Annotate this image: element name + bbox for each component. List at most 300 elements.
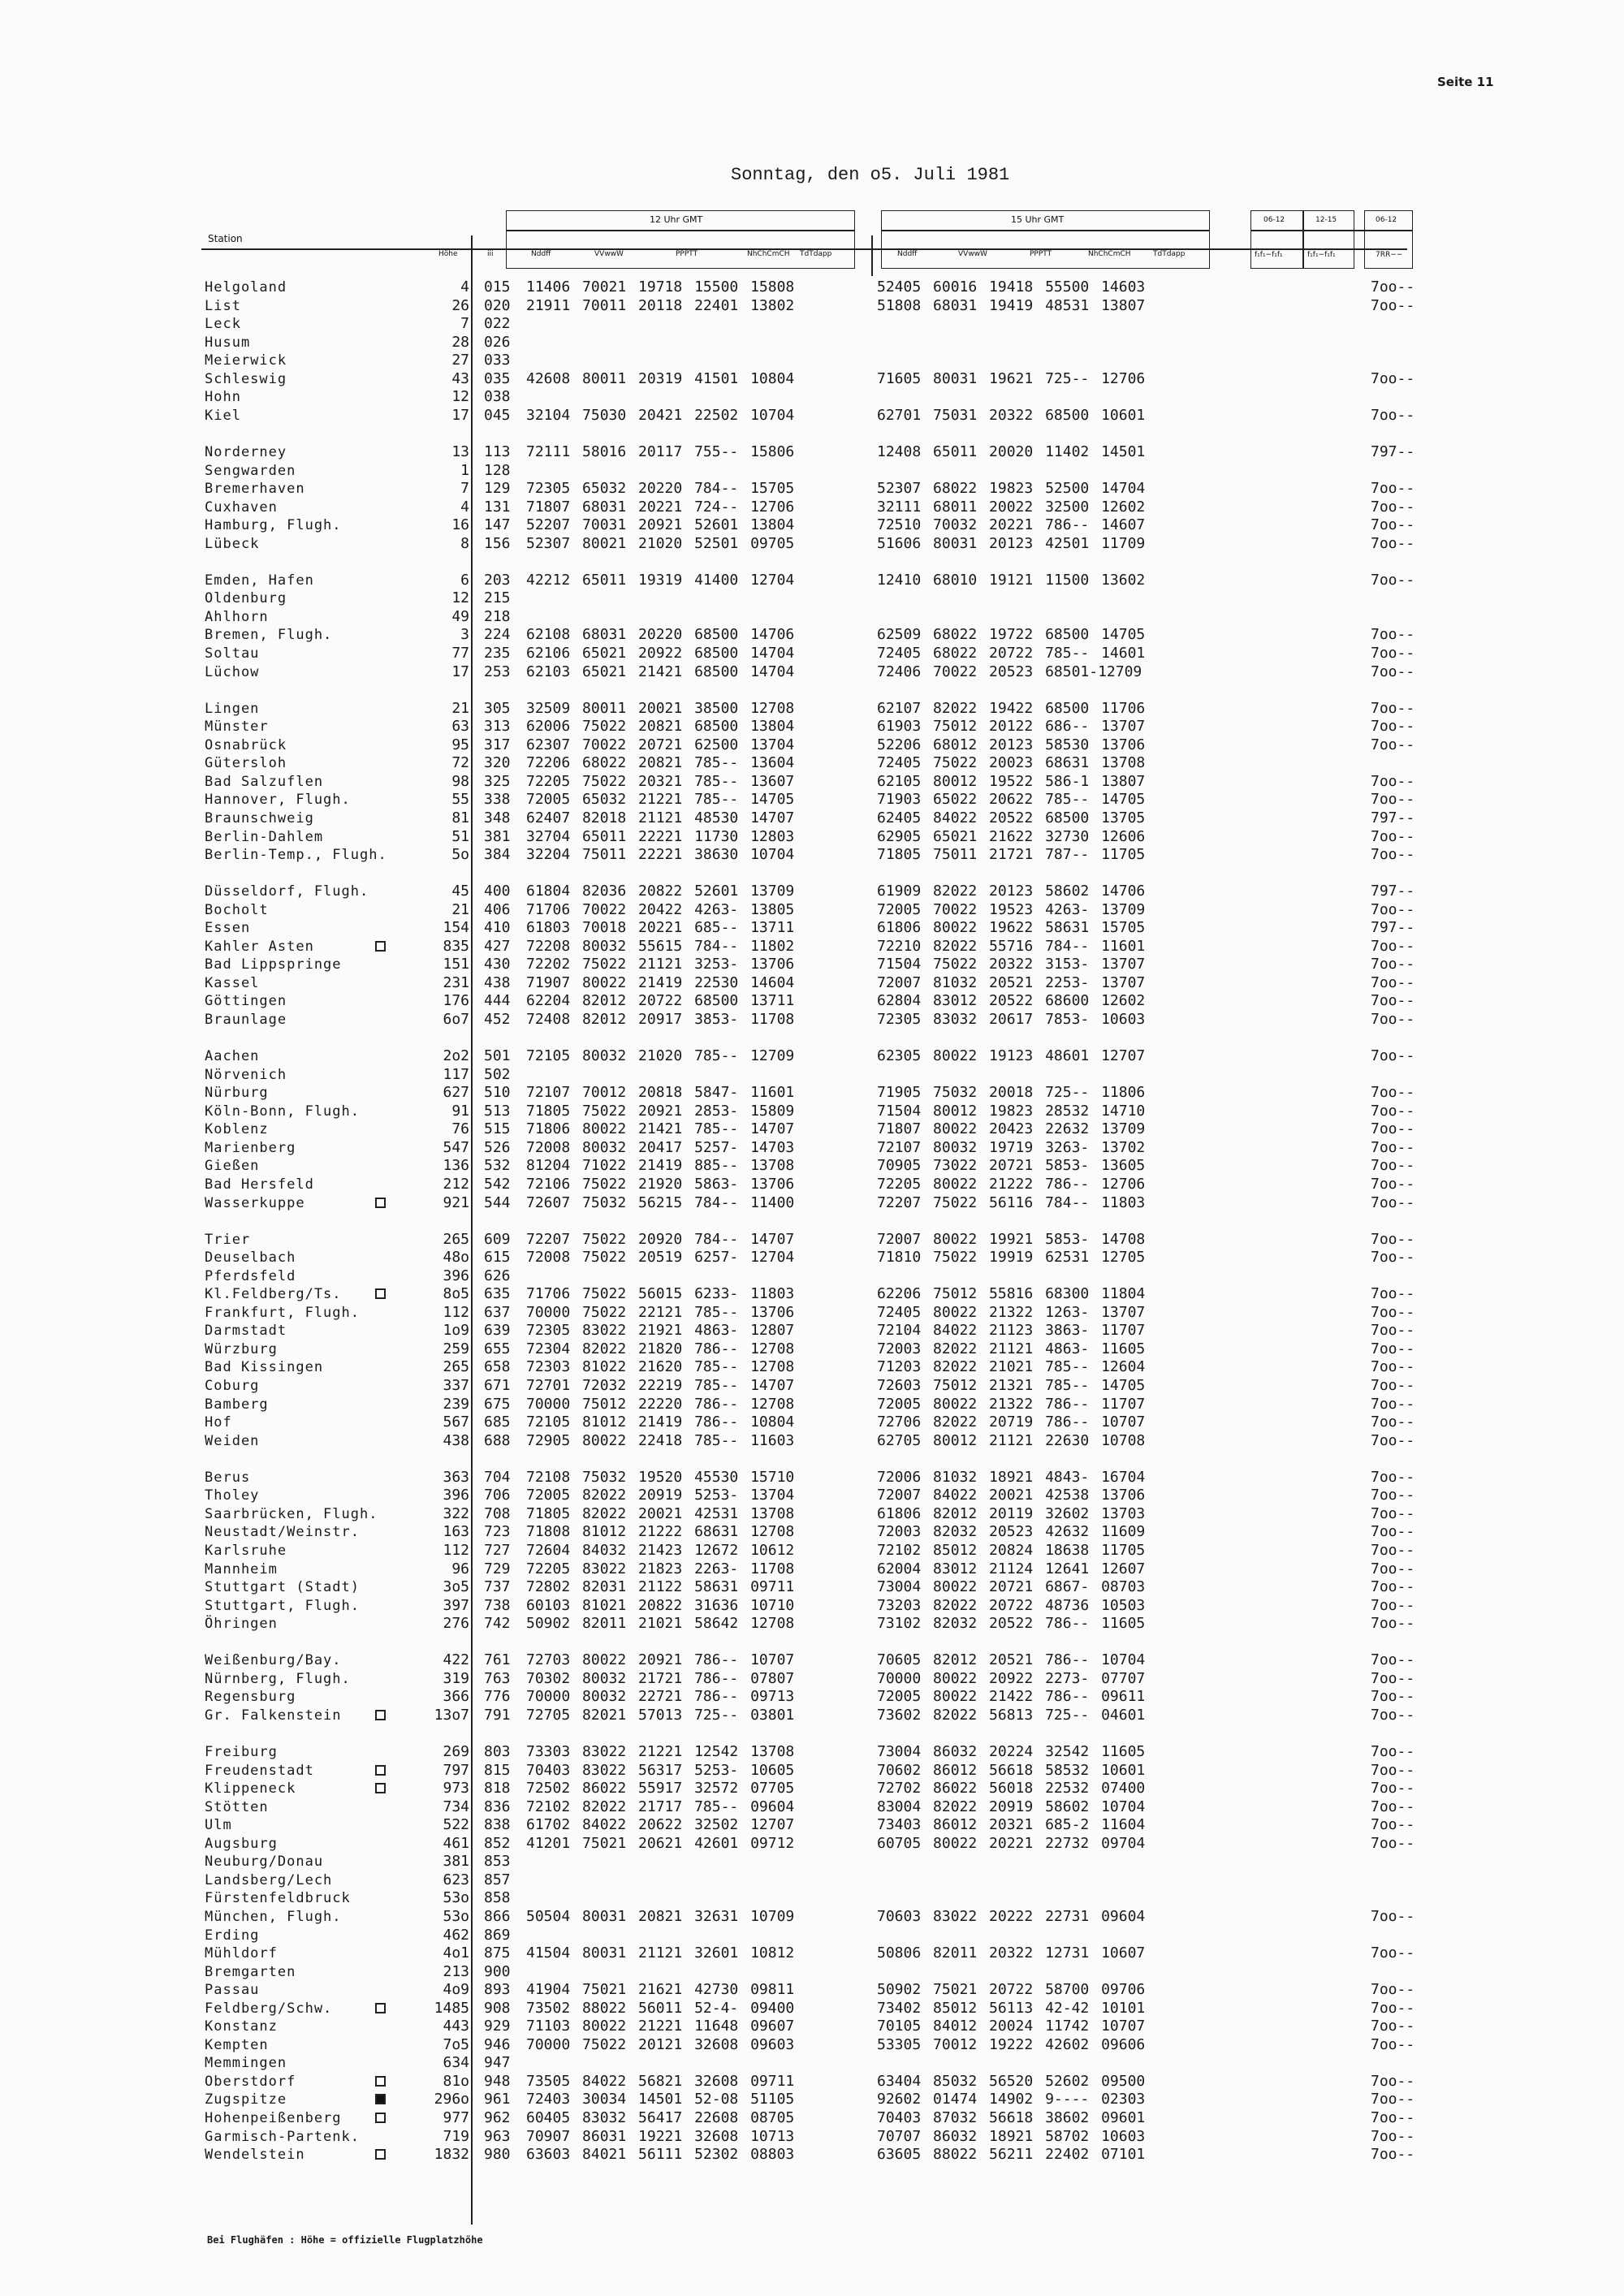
table-row <box>0 1889 1624 1908</box>
station-height: 13 <box>451 442 469 460</box>
station-id: 671 <box>484 1377 511 1394</box>
station-id: 742 <box>484 1615 511 1633</box>
precip-code: 7oo-- <box>1371 1102 1415 1120</box>
station-height: 72 <box>451 754 469 772</box>
g1-header: 06-12 <box>1263 216 1285 224</box>
station-id: 836 <box>484 1798 511 1815</box>
station-name: Berlin-Dahlem <box>205 828 324 845</box>
table-row <box>0 1139 1624 1158</box>
table-row <box>0 370 1624 389</box>
station-name: Coburg <box>205 1378 260 1394</box>
obs-15-gmt: 73602 82022 56813 725-- 04601 <box>877 1706 1146 1724</box>
obs-15-gmt: 70403 87032 56618 38602 09601 <box>877 2109 1146 2126</box>
station-id: 852 <box>484 1834 511 1852</box>
station-name: Cuxhaven <box>205 498 278 516</box>
table-row <box>0 1047 1624 1066</box>
table-row <box>0 1963 1624 1982</box>
station-id: 803 <box>484 1743 511 1760</box>
obs-12-gmt: 72202 75022 21121 3253- 13706 <box>526 956 795 973</box>
open-square-icon <box>375 1710 386 1720</box>
station-name: Göttingen <box>205 993 287 1010</box>
obs-12-gmt: 11406 70021 19718 15500 15808 <box>526 278 795 296</box>
station-name: Stuttgart, Flugh. <box>205 1597 360 1614</box>
iii-header: iii <box>487 250 494 258</box>
station-id: 635 <box>484 1285 511 1303</box>
obs-12-gmt: 72408 82012 20917 3853- 11708 <box>526 1011 795 1028</box>
precip-code: 7oo-- <box>1371 1907 1415 1925</box>
station-height: 17 <box>451 662 469 680</box>
col12-tdtd: TdTdapp <box>800 250 832 258</box>
obs-15-gmt: 73102 82032 20522 786-- 11605 <box>877 1615 1146 1633</box>
obs-15-gmt: 62405 84022 20522 68500 13705 <box>877 809 1146 826</box>
precip-code: 7oo-- <box>1371 772 1415 790</box>
obs-15-gmt: 51606 80031 20123 42501 11709 <box>877 534 1146 552</box>
precip-code: 7oo-- <box>1371 1578 1415 1596</box>
station-id: 708 <box>484 1504 511 1522</box>
precip-code: 7oo-- <box>1371 1816 1415 1834</box>
obs-15-gmt: 32111 68011 20022 32500 12602 <box>877 498 1146 516</box>
station-height: 7o5 <box>443 2035 469 2053</box>
obs-12-gmt: 62204 82012 20722 68500 13711 <box>526 992 795 1010</box>
obs-12-gmt: 70907 86031 19221 32608 10713 <box>526 2127 795 2145</box>
station-id: 113 <box>484 442 511 460</box>
obs-15-gmt: 52307 68022 19823 52500 14704 <box>877 480 1146 498</box>
station-height: 21 <box>451 699 469 717</box>
obs-12-gmt: 62407 82018 21121 48530 14707 <box>526 809 795 826</box>
obs-12-gmt: 71807 68031 20221 724-- 12706 <box>526 498 795 516</box>
station-id: 203 <box>484 571 511 589</box>
obs-15-gmt: 63605 88022 56211 22402 07101 <box>877 2146 1146 2164</box>
station-id: 501 <box>484 1047 511 1065</box>
station-id: 526 <box>484 1138 511 1156</box>
station-id: 688 <box>484 1431 511 1449</box>
table-row <box>0 2146 1624 2164</box>
station-name: Erding <box>205 1927 260 1944</box>
station-id: 655 <box>484 1340 511 1357</box>
obs-12-gmt: 71706 70022 20422 4263- 13805 <box>526 900 795 918</box>
station-name: Öhringen <box>205 1616 278 1633</box>
precip-code: 7oo-- <box>1371 296 1415 314</box>
obs-15-gmt: 70602 86012 56618 58532 10601 <box>877 1761 1146 1779</box>
obs-12-gmt: 72305 65032 20220 784-- 15705 <box>526 480 795 498</box>
hoehe-header: Höhe <box>438 250 458 258</box>
obs-15-gmt: 72003 82032 20523 42632 11609 <box>877 1523 1146 1541</box>
precip-code: 7oo-- <box>1371 1834 1415 1852</box>
station-id: 875 <box>484 1944 511 1962</box>
table-row <box>0 2036 1624 2055</box>
obs-15-gmt: 73004 86032 20224 32542 11605 <box>877 1743 1146 1760</box>
station-height: 522 <box>443 1816 469 1834</box>
station-id: 723 <box>484 1523 511 1541</box>
station-name: Aachen <box>205 1048 260 1065</box>
station-name: Bremen, Flugh. <box>205 627 333 644</box>
table-row <box>0 1084 1624 1103</box>
table-row <box>0 1432 1624 1451</box>
obs-15-gmt: 62905 65021 21622 32730 12606 <box>877 827 1146 845</box>
precip-code: 7oo-- <box>1371 2018 1415 2035</box>
station-height: 265 <box>443 1230 469 1248</box>
station-name: Meierwick <box>205 352 287 369</box>
station-height: 396 <box>443 1487 469 1504</box>
obs-15-gmt: 73203 82022 20722 48736 10503 <box>877 1596 1146 1614</box>
obs-12-gmt: 50902 82011 21021 58642 12708 <box>526 1615 795 1633</box>
station-height: 797 <box>443 1761 469 1779</box>
table-row <box>0 809 1624 828</box>
table-row <box>0 1615 1624 1634</box>
obs-12-gmt: 72303 81022 21620 785-- 12708 <box>526 1358 795 1376</box>
obs-15-gmt: 83004 82022 20919 58602 10704 <box>877 1798 1146 1815</box>
precip-code: 7oo-- <box>1371 516 1415 534</box>
station-height: 98 <box>451 772 469 790</box>
open-square-icon <box>375 1288 386 1299</box>
obs-15-gmt: 60705 80022 20221 22732 09704 <box>877 1834 1146 1852</box>
station-height: 623 <box>443 1871 469 1888</box>
obs-12-gmt: 61804 82036 20822 52601 13709 <box>526 883 795 900</box>
table-row <box>0 901 1624 920</box>
station-height: 3 <box>460 626 469 644</box>
station-height: 51 <box>451 827 469 845</box>
col15-vvwww: VVwwW <box>958 250 987 258</box>
station-name: Münster <box>205 719 269 736</box>
station-name: Tholey <box>205 1487 260 1504</box>
station-name: Zugspitze <box>205 2091 287 2108</box>
station-name: Essen <box>205 920 251 937</box>
station-id: 727 <box>484 1541 511 1559</box>
table-row <box>0 1396 1624 1414</box>
table-row <box>0 773 1624 792</box>
precip-code: 7oo-- <box>1371 645 1415 662</box>
station-id: 946 <box>484 2035 511 2053</box>
obs-15-gmt: 72005 80022 21322 786-- 11707 <box>877 1395 1146 1413</box>
table-row <box>0 1267 1624 1286</box>
precip-code: 7oo-- <box>1371 1322 1415 1340</box>
station-height: 21 <box>451 900 469 918</box>
obs-15-gmt: 61903 75012 20122 686-- 13707 <box>877 718 1146 736</box>
precip-code: 797-- <box>1371 442 1415 460</box>
obs-12-gmt: 62108 68031 20220 68500 14706 <box>526 626 795 644</box>
obs-15-gmt: 72003 82022 21121 4863- 11605 <box>877 1340 1146 1357</box>
station-name: Hamburg, Flugh. <box>205 517 342 534</box>
precip-code: 7oo-- <box>1371 1468 1415 1486</box>
obs-12-gmt: 71806 80022 21421 785-- 14707 <box>526 1120 795 1138</box>
precip-code: 7oo-- <box>1371 1523 1415 1541</box>
table-row <box>0 700 1624 719</box>
precip-code: 7oo-- <box>1371 1358 1415 1376</box>
filled-square-icon <box>375 2094 386 2104</box>
station-id: 609 <box>484 1230 511 1248</box>
station-name: Stuttgart (Stadt) <box>205 1579 360 1596</box>
obs-12-gmt: 72403 30034 14501 52-08 51105 <box>526 2091 795 2108</box>
station-id: 866 <box>484 1907 511 1925</box>
station-name: Leck <box>205 316 241 333</box>
obs-12-gmt: 72111 58016 20117 755-- 15806 <box>526 442 795 460</box>
open-square-icon <box>375 2149 386 2160</box>
table-row <box>0 1927 1624 1945</box>
table-row <box>0 1487 1624 1505</box>
station-height: 28 <box>451 333 469 351</box>
station-id: 400 <box>484 883 511 900</box>
station-height: 921 <box>443 1193 469 1211</box>
obs-15-gmt: 70603 83022 20222 22731 09604 <box>877 1907 1146 1925</box>
station-height: 2o2 <box>443 1047 469 1065</box>
obs-15-gmt: 52206 68012 20123 58530 13706 <box>877 736 1146 753</box>
table-row <box>0 791 1624 809</box>
precip-code: 7oo-- <box>1371 791 1415 809</box>
precip-code: 7oo-- <box>1371 571 1415 589</box>
open-square-icon <box>375 1783 386 1793</box>
obs-15-gmt: 62305 80022 19123 48601 12707 <box>877 1047 1146 1065</box>
station-height: 76 <box>451 1120 469 1138</box>
station-height: 443 <box>443 2018 469 2035</box>
table-row <box>0 1120 1624 1139</box>
table-row <box>0 1688 1624 1707</box>
station-height: 239 <box>443 1395 469 1413</box>
table-row <box>0 1157 1624 1176</box>
obs-12-gmt: 72304 82022 21820 786-- 12708 <box>526 1340 795 1357</box>
station-name: Soltau <box>205 645 260 662</box>
obs-15-gmt: 62701 75031 20322 68500 10601 <box>877 406 1146 424</box>
precip-code: 7oo-- <box>1371 736 1415 753</box>
station-name: Landsberg/Lech <box>205 1871 333 1888</box>
station-name: Feldberg/Schw. <box>205 2000 333 2017</box>
obs-12-gmt: 72705 82021 57013 725-- 03801 <box>526 1706 795 1724</box>
obs-15-gmt: 70105 84012 20024 11742 10707 <box>877 2018 1146 2035</box>
table-row <box>0 1944 1624 1963</box>
station-height: 112 <box>443 1541 469 1559</box>
precip-code: 7oo-- <box>1371 278 1415 296</box>
precip-code: 7oo-- <box>1371 480 1415 498</box>
station-height: 366 <box>443 1688 469 1706</box>
obs-12-gmt: 72502 86022 55917 32572 07705 <box>526 1780 795 1798</box>
precip-code: 7oo-- <box>1371 718 1415 736</box>
station-height: 977 <box>443 2109 469 2126</box>
station-height: 296o <box>434 2091 469 2108</box>
precip-code: 7oo-- <box>1371 1303 1415 1321</box>
station-id: 218 <box>484 607 511 625</box>
station-name: Garmisch-Partenk. <box>205 2128 360 2145</box>
obs-15-gmt: 73004 80022 20721 6867- 08703 <box>877 1578 1146 1596</box>
station-id: 510 <box>484 1084 511 1102</box>
station-name: Oldenburg <box>205 590 287 607</box>
g2-header: 12-15 <box>1315 216 1337 224</box>
obs-15-gmt: 62804 83012 20522 68600 12602 <box>877 992 1146 1010</box>
station-height: 1 <box>460 461 469 479</box>
station-height: 6 <box>460 571 469 589</box>
precip-code: 7oo-- <box>1371 1999 1415 2017</box>
group-12-header: 12 Uhr GMT <box>650 214 703 225</box>
station-id: 156 <box>484 534 511 552</box>
station-id: 858 <box>484 1889 511 1907</box>
obs-12-gmt: 73303 83022 21221 12542 13708 <box>526 1743 795 1760</box>
station-name: Marienberg <box>205 1139 296 1156</box>
station-id: 542 <box>484 1175 511 1193</box>
station-name: Oberstdorf <box>205 2073 296 2090</box>
station-name: Köln-Bonn, Flugh. <box>205 1103 360 1120</box>
station-name: List <box>205 297 241 314</box>
station-height: 269 <box>443 1743 469 1760</box>
obs-15-gmt: 73403 86012 20321 685-2 11604 <box>877 1816 1146 1834</box>
table-row <box>0 1377 1624 1396</box>
precip-code: 7oo-- <box>1371 1669 1415 1687</box>
station-name: Bad Kissingen <box>205 1359 324 1376</box>
station-height: 461 <box>443 1834 469 1852</box>
obs-12-gmt: 42212 65011 19319 41400 12704 <box>526 571 795 589</box>
obs-15-gmt: 72005 80022 21422 786-- 09611 <box>877 1688 1146 1706</box>
station-height: 13o7 <box>434 1706 469 1724</box>
obs-15-gmt: 62705 80012 21121 22630 10708 <box>877 1431 1146 1449</box>
station-name: Augsburg <box>205 1835 278 1852</box>
obs-12-gmt: 32104 75030 20421 22502 10704 <box>526 406 795 424</box>
obs-12-gmt: 73502 88022 56011 52-4- 09400 <box>526 1999 795 2017</box>
station-height: 835 <box>443 937 469 955</box>
station-name: Weißenburg/Bay. <box>205 1652 342 1669</box>
station-height: 337 <box>443 1377 469 1394</box>
precip-code: 7oo-- <box>1371 1047 1415 1065</box>
station-id: 962 <box>484 2109 511 2126</box>
obs-15-gmt: 62105 80012 19522 586-1 13807 <box>877 772 1146 790</box>
precip-code: 7oo-- <box>1371 1688 1415 1706</box>
table-row <box>0 2109 1624 2128</box>
station-height: 16 <box>451 516 469 534</box>
precip-code: 7oo-- <box>1371 498 1415 516</box>
table-row <box>0 1322 1624 1340</box>
station-name: Bad Salzuflen <box>205 773 324 790</box>
station-id: 320 <box>484 754 511 772</box>
station-height: 163 <box>443 1523 469 1541</box>
obs-12-gmt: 72703 80022 20921 786-- 10707 <box>526 1651 795 1669</box>
obs-15-gmt: 71807 80022 20423 22632 13709 <box>877 1120 1146 1138</box>
precip-code: 7oo-- <box>1371 1743 1415 1760</box>
precip-code: 7oo-- <box>1371 1120 1415 1138</box>
station-name: Würzburg <box>205 1340 278 1357</box>
station-name: Hohenpeißenberg <box>205 2110 342 2126</box>
station-name: Kiel <box>205 407 241 424</box>
obs-12-gmt: 72005 82022 20919 5253- 13704 <box>526 1487 795 1504</box>
obs-12-gmt: 60405 83032 56417 22608 08705 <box>526 2109 795 2126</box>
station-id: 020 <box>484 296 511 314</box>
obs-15-gmt: 72207 75022 56116 784-- 11803 <box>877 1193 1146 1211</box>
table-row <box>0 1340 1624 1359</box>
table-row <box>0 1853 1624 1871</box>
station-name: Neustadt/Weinstr. <box>205 1524 360 1541</box>
station-name: Kahler Asten <box>205 938 314 955</box>
precip-code: 7oo-- <box>1371 662 1415 680</box>
obs-12-gmt: 61702 84022 20622 32502 12707 <box>526 1816 795 1834</box>
station-height: 8o5 <box>443 1285 469 1303</box>
station-height: 1832 <box>434 2146 469 2164</box>
station-name: Berus <box>205 1469 251 1486</box>
obs-15-gmt: 62107 82022 19422 68500 11706 <box>877 699 1146 717</box>
station-name: Trier <box>205 1231 251 1248</box>
obs-12-gmt: 71103 80022 21221 11648 09607 <box>526 2018 795 2035</box>
station-name: Bad Lippspringe <box>205 956 342 973</box>
station-height: 627 <box>443 1084 469 1102</box>
station-name: Braunlage <box>205 1012 287 1028</box>
table-row <box>0 919 1624 938</box>
obs-15-gmt: 72006 81032 18921 4843- 16704 <box>877 1468 1146 1486</box>
precip-code: 797-- <box>1371 919 1415 937</box>
station-height: 381 <box>443 1853 469 1871</box>
obs-12-gmt: 32704 65011 22221 11730 12803 <box>526 827 795 845</box>
station-height: 1o9 <box>443 1322 469 1340</box>
open-square-icon <box>375 1198 386 1208</box>
station-id: 908 <box>484 1999 511 2017</box>
obs-12-gmt: 72208 80032 55615 784-- 11802 <box>526 937 795 955</box>
obs-15-gmt: 50902 75021 20722 58700 09706 <box>877 1981 1146 1999</box>
obs-15-gmt: 70905 73022 20721 5853- 13605 <box>877 1157 1146 1175</box>
station-name: Weiden <box>205 1432 260 1449</box>
obs-15-gmt: 70707 86032 18921 58702 10603 <box>877 2127 1146 2145</box>
table-row <box>0 589 1624 608</box>
table-row <box>0 1066 1624 1085</box>
precip-code: 7oo-- <box>1371 1780 1415 1798</box>
station-height: 363 <box>443 1468 469 1486</box>
station-id: 147 <box>484 516 511 534</box>
obs-12-gmt: 50504 80031 20821 32631 10709 <box>526 1907 795 1925</box>
table-row <box>0 1816 1624 1835</box>
station-id: 410 <box>484 919 511 937</box>
station-name: Düsseldorf, Flugh. <box>205 883 369 900</box>
station-name: Hohn <box>205 389 241 406</box>
g2-sub: f₁f₁−f₁f₁ <box>1307 251 1336 259</box>
station-height: 154 <box>443 919 469 937</box>
station-id: 513 <box>484 1102 511 1120</box>
precip-code: 7oo-- <box>1371 2091 1415 2108</box>
table-row <box>0 2000 1624 2018</box>
station-id: 947 <box>484 2054 511 2072</box>
station-height: 3o5 <box>443 1578 469 1596</box>
station-id: 015 <box>484 278 511 296</box>
station-id: 818 <box>484 1780 511 1798</box>
station-id: 544 <box>484 1193 511 1211</box>
station-name: Bremgarten <box>205 1963 296 1980</box>
station-height: 422 <box>443 1651 469 1669</box>
station-height: 49 <box>451 607 469 625</box>
precip-code: 7oo-- <box>1371 1761 1415 1779</box>
station-id: 857 <box>484 1871 511 1888</box>
table-row <box>0 828 1624 847</box>
obs-12-gmt: 52207 70031 20921 52601 13804 <box>526 516 795 534</box>
station-id: 626 <box>484 1267 511 1284</box>
station-id: 033 <box>484 352 511 369</box>
table-row <box>0 1597 1624 1616</box>
col15-nhch: NhChCmCH <box>1088 250 1131 258</box>
obs-12-gmt: 41504 80031 21121 32601 10812 <box>526 1944 795 1962</box>
table-row <box>0 388 1624 407</box>
station-id: 658 <box>484 1358 511 1376</box>
precip-code: 7oo-- <box>1371 900 1415 918</box>
table-row <box>0 1981 1624 2000</box>
station-name: Norderney <box>205 443 287 460</box>
precip-code: 7oo-- <box>1371 1615 1415 1633</box>
obs-12-gmt: 32509 80011 20021 38500 12708 <box>526 699 795 717</box>
station-id: 305 <box>484 699 511 717</box>
precip-code: 7oo-- <box>1371 1011 1415 1028</box>
station-height: 8 <box>460 534 469 552</box>
obs-12-gmt: 60103 81021 20822 31636 10710 <box>526 1596 795 1614</box>
table-row <box>0 1762 1624 1780</box>
table-row <box>0 2073 1624 2091</box>
precip-code: 7oo-- <box>1371 534 1415 552</box>
station-name: Kassel <box>205 974 260 991</box>
obs-15-gmt: 72005 70022 19523 4263- 13709 <box>877 900 1146 918</box>
table-row <box>0 2018 1624 2036</box>
table-row <box>0 1103 1624 1121</box>
precip-code: 7oo-- <box>1371 1560 1415 1577</box>
obs-12-gmt: 70000 80032 22721 786-- 09713 <box>526 1688 795 1706</box>
precip-code: 7oo-- <box>1371 1981 1415 1999</box>
obs-15-gmt: 72405 68022 20722 785-- 14601 <box>877 645 1146 662</box>
